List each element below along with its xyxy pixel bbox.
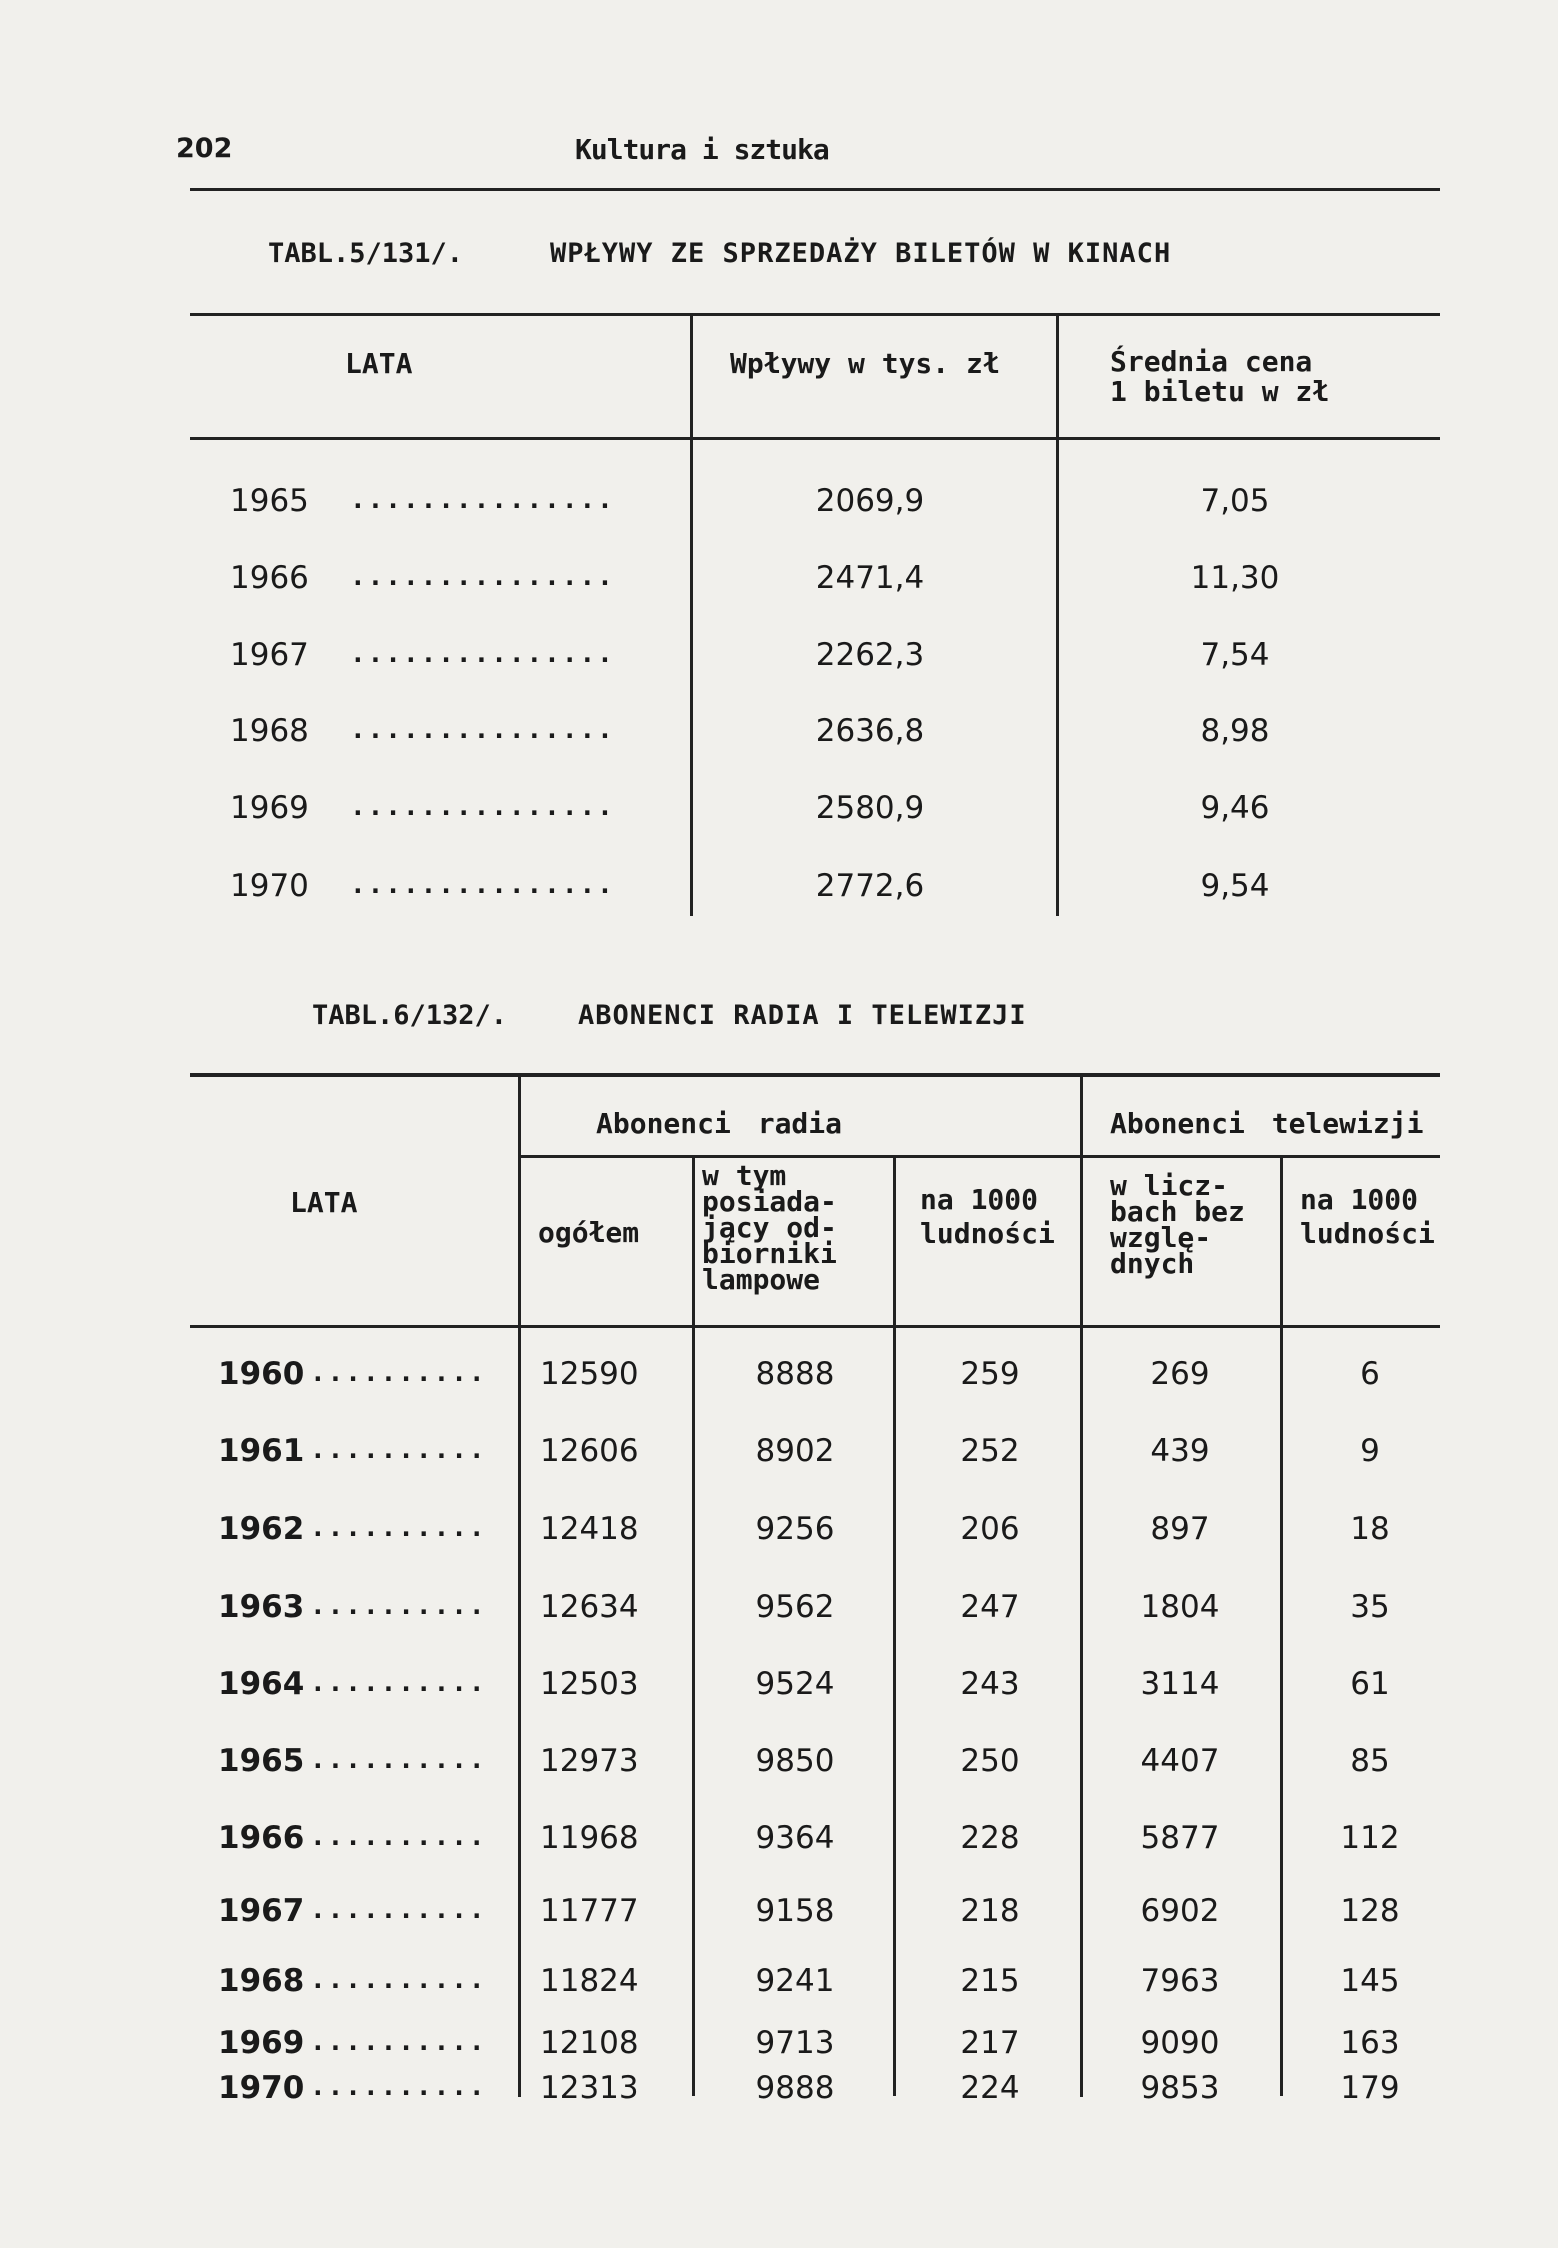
table1-year: 1965 xyxy=(230,483,309,519)
table2-year: 1964 xyxy=(218,1666,305,1702)
running-title: Kultura i sztuka xyxy=(575,133,829,166)
table2-radio-per1000: 228 xyxy=(960,1820,1020,1856)
table2-year: 1968 xyxy=(218,1963,305,1999)
table1-income: 2471,4 xyxy=(815,560,925,596)
table2-radio-total: 12634 xyxy=(540,1589,639,1625)
table1-year: 1967 xyxy=(230,637,309,673)
table2-radio-per1000: 217 xyxy=(960,2025,1020,2061)
table2-radio-tube: 9364 xyxy=(755,1820,835,1856)
table2-tv-per1000: 35 xyxy=(1350,1589,1390,1625)
table2-radio-total: 12503 xyxy=(540,1666,639,1702)
table2-tv-per1000: 128 xyxy=(1340,1893,1400,1929)
table2-radio-total: 12313 xyxy=(540,2070,639,2106)
table1-leader-dots: ............... xyxy=(350,792,615,822)
table2-radio-total: 12590 xyxy=(540,1356,639,1392)
table2-tv-total: 7963 xyxy=(1140,1963,1220,1999)
table2-radio-tube: 9888 xyxy=(755,2070,835,2106)
table2-radio-per1000: 259 xyxy=(960,1356,1020,1392)
table2-tv-per1000: 6 xyxy=(1360,1356,1380,1392)
table2-radio-tube: 9850 xyxy=(755,1743,835,1779)
table2-tv-per1000: 9 xyxy=(1360,1433,1380,1469)
table1-label: TABL.5/131/. xyxy=(268,238,464,269)
table2-header-years: LATA xyxy=(290,1186,358,1219)
table1-leader-dots: ............... xyxy=(350,870,615,900)
table2-tv-per1000: 61 xyxy=(1350,1666,1390,1702)
table1-price: 7,05 xyxy=(1200,483,1270,519)
table2-tv-total: 897 xyxy=(1150,1511,1210,1547)
table2-header-tv: Abonenci telewizji xyxy=(1110,1107,1424,1140)
table2-header-rule xyxy=(190,1325,1440,1328)
table1-title: WPŁYWY ZE SPRZEDAŻY BILETÓW W KINACH xyxy=(550,238,1172,269)
table2-year: 1961 xyxy=(218,1433,305,1469)
table1-header-price-1: Średnia cena xyxy=(1110,345,1313,378)
table2-radio-total: 12108 xyxy=(540,2025,639,2061)
table2-radio-per1000: 250 xyxy=(960,1743,1020,1779)
table2-radio-per1000: 206 xyxy=(960,1511,1020,1547)
table1-income: 2069,9 xyxy=(815,483,925,519)
table2-year: 1965 xyxy=(218,1743,305,1779)
table2-radio-tube: 9256 xyxy=(755,1511,835,1547)
table2-tv-per1000: 163 xyxy=(1340,2025,1400,2061)
table1-income: 2636,8 xyxy=(815,713,925,749)
table2-top-rule xyxy=(190,1073,1440,1077)
table2-radio-total: 12418 xyxy=(540,1511,639,1547)
table2-year: 1967 xyxy=(218,1893,305,1929)
table1-income: 2772,6 xyxy=(815,868,925,904)
table2-leader-dots: .......... xyxy=(310,1822,487,1852)
table2-radio-tube: 9241 xyxy=(755,1963,835,1999)
table2-leader-dots: .......... xyxy=(310,2027,487,2057)
table2-radio-tube: 9713 xyxy=(755,2025,835,2061)
table2-title: ABONENCI RADIA I TELEWIZJI xyxy=(578,1000,1027,1031)
table2-radio-tube: 8902 xyxy=(755,1433,835,1469)
header-rule xyxy=(190,188,1440,191)
table2-header-tv-abs: w licz- bach bez wzglę- dnych xyxy=(1110,1169,1245,1280)
table2-leader-dots: .......... xyxy=(310,1435,487,1465)
table2-label: TABL.6/132/. xyxy=(312,1000,508,1031)
table2-radio-per1000: 215 xyxy=(960,1963,1020,1999)
table1-price: 9,54 xyxy=(1200,868,1270,904)
table2-tv-per1000: 145 xyxy=(1340,1963,1400,1999)
table1-top-rule xyxy=(190,313,1440,316)
table1-divider-2 xyxy=(1056,316,1059,916)
table2-leader-dots: .......... xyxy=(310,1745,487,1775)
table1-income: 2262,3 xyxy=(815,637,925,673)
table2-radio-tube: 9524 xyxy=(755,1666,835,1702)
table2-tv-per1000: 179 xyxy=(1340,2070,1400,2106)
table1-year: 1966 xyxy=(230,560,309,596)
table2-header-radio-tube: w tym posiada- jący od- biorniki lampowe xyxy=(702,1159,837,1296)
table2-tv-total: 9853 xyxy=(1140,2070,1220,2106)
table1-header-years: LATA xyxy=(345,347,413,380)
table2-group-rule xyxy=(520,1155,1440,1158)
table2-header-radio: Abonenci radia xyxy=(596,1107,843,1140)
table2-divider-1 xyxy=(518,1077,521,2097)
table2-radio-total: 12973 xyxy=(540,1743,639,1779)
table2-radio-per1000: 252 xyxy=(960,1433,1020,1469)
table2-year: 1960 xyxy=(218,1356,305,1392)
table2-tv-total: 3114 xyxy=(1140,1666,1220,1702)
table2-leader-dots: .......... xyxy=(310,1358,487,1388)
table2-radio-total: 11824 xyxy=(540,1963,639,1999)
table2-tv-per1000: 18 xyxy=(1350,1511,1390,1547)
table2-radio-total: 11968 xyxy=(540,1820,639,1856)
table2-header-tv-per1000: na 1000 ludności xyxy=(1300,1183,1435,1250)
table1-header-price-2: 1 biletu w zł xyxy=(1110,375,1330,408)
table2-tv-total: 4407 xyxy=(1140,1743,1220,1779)
table2-radio-per1000: 243 xyxy=(960,1666,1020,1702)
table2-radio-tube: 8888 xyxy=(755,1356,835,1392)
table1-header-rule xyxy=(190,437,1440,440)
table2-leader-dots: .......... xyxy=(310,1513,487,1543)
table1-leader-dots: ............... xyxy=(350,715,615,745)
table2-tv-total: 439 xyxy=(1150,1433,1210,1469)
table2-tv-total: 5877 xyxy=(1140,1820,1220,1856)
table2-leader-dots: .......... xyxy=(310,1895,487,1925)
table2-radio-per1000: 247 xyxy=(960,1589,1020,1625)
table1-leader-dots: ............... xyxy=(350,639,615,669)
table1-price: 11,30 xyxy=(1190,560,1280,596)
page-number: 202 xyxy=(176,133,233,164)
table1-header-income: Wpływy w tys. zł xyxy=(730,347,1000,380)
table2-tv-total: 1804 xyxy=(1140,1589,1220,1625)
table2-header-radio-total: ogółem xyxy=(538,1216,640,1249)
table1-year: 1970 xyxy=(230,868,309,904)
table2-tv-total: 6902 xyxy=(1140,1893,1220,1929)
table2-year: 1962 xyxy=(218,1511,305,1547)
table1-year: 1969 xyxy=(230,790,309,826)
table1-divider-1 xyxy=(690,316,693,916)
table2-divider-2 xyxy=(692,1158,695,2096)
table1-price: 8,98 xyxy=(1200,713,1270,749)
table2-tv-per1000: 85 xyxy=(1350,1743,1390,1779)
table1-year: 1968 xyxy=(230,713,309,749)
table2-radio-total: 12606 xyxy=(540,1433,639,1469)
table2-radio-total: 11777 xyxy=(540,1893,639,1929)
table2-radio-tube: 9562 xyxy=(755,1589,835,1625)
table2-radio-per1000: 218 xyxy=(960,1893,1020,1929)
table2-leader-dots: .......... xyxy=(310,1965,487,1995)
table2-year: 1970 xyxy=(218,2070,305,2106)
table2-header-radio-per1000: na 1000 ludności xyxy=(920,1183,1055,1250)
table2-year: 1963 xyxy=(218,1589,305,1625)
table1-income: 2580,9 xyxy=(815,790,925,826)
table2-leader-dots: .......... xyxy=(310,1668,487,1698)
table2-tv-total: 269 xyxy=(1150,1356,1210,1392)
table2-radio-tube: 9158 xyxy=(755,1893,835,1929)
table1-leader-dots: ............... xyxy=(350,562,615,592)
table1-price: 7,54 xyxy=(1200,637,1270,673)
table1-leader-dots: ............... xyxy=(350,485,615,515)
table2-divider-3 xyxy=(893,1158,896,2096)
table2-year: 1969 xyxy=(218,2025,305,2061)
table2-tv-total: 9090 xyxy=(1140,2025,1220,2061)
table2-year: 1966 xyxy=(218,1820,305,1856)
table2-leader-dots: .......... xyxy=(310,1591,487,1621)
table2-radio-per1000: 224 xyxy=(960,2070,1020,2106)
table1-price: 9,46 xyxy=(1200,790,1270,826)
table2-leader-dots: .......... xyxy=(310,2072,487,2102)
table2-divider-5 xyxy=(1280,1158,1283,2096)
table2-divider-4 xyxy=(1080,1077,1083,2097)
table2-tv-per1000: 112 xyxy=(1340,1820,1400,1856)
